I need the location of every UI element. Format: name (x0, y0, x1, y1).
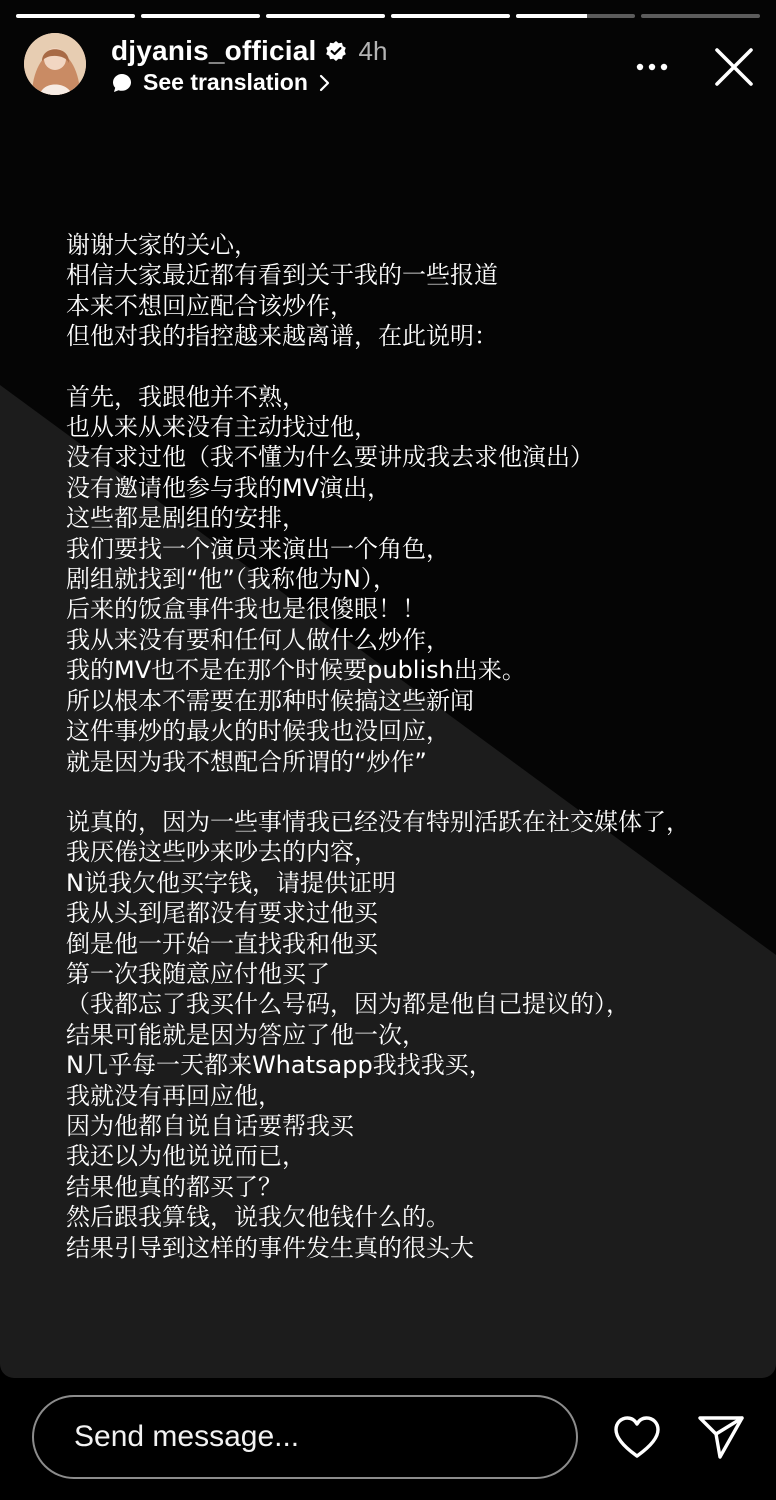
story-text-line: 第一次我随意应付他买了 (66, 959, 330, 988)
story-text-line: 我的MV也不是在那个时候要publish出来。 (66, 656, 526, 685)
progress-segment-fill (516, 14, 587, 18)
story-text-line: 我就没有再回应他， (66, 1081, 282, 1110)
verified-badge-icon (325, 40, 347, 62)
story-text-line: 我们要找一个演员来演出一个角色， (66, 534, 450, 563)
story-text-line: 没有求过他（我不懂为什么要讲成我去求他演出） (66, 443, 594, 472)
story-text-line: 没有邀请他参与我的MV演出， (66, 473, 392, 502)
send-icon[interactable] (696, 1414, 746, 1460)
story-text-line: 这些都是剧组的安排， (66, 504, 306, 533)
close-icon[interactable] (710, 43, 758, 91)
see-translation-label: See translation (143, 69, 308, 95)
story-text-line: 结果他真的都买了？ (66, 1172, 282, 1201)
username-row (111, 35, 387, 67)
progress-segment (516, 14, 635, 18)
story-text-line: 这件事炒的最火的时候我也没回应， (66, 717, 450, 746)
story-text-line: 首先，我跟他并不熟， (66, 382, 306, 411)
story-text-line: 因为他都自说自话要帮我买 (66, 1111, 354, 1140)
progress-segment-fill (16, 14, 135, 18)
reply-bar (0, 1378, 776, 1500)
story-text-line: 后来的饭盒事件我也是很傻眼！！ (66, 595, 426, 624)
story-header (24, 33, 758, 101)
story-paragraph (66, 807, 756, 1263)
progress-segment (141, 14, 260, 18)
avatar[interactable] (24, 33, 86, 95)
progress-segment (16, 14, 135, 18)
story-text-line: 剧组就找到“他”（我称他为N）， (66, 565, 397, 594)
username[interactable]: djyanis_official (111, 35, 317, 66)
story-progress-bar (16, 14, 760, 18)
story-text-line: 倒是他一开始一直找我和他买 (66, 929, 378, 958)
see-translation-link[interactable] (111, 69, 332, 96)
story-text-line: 本来不想回应配合该炒作， (66, 291, 354, 320)
story-paragraph (66, 230, 756, 352)
progress-segment (391, 14, 510, 18)
story-text-line: 相信大家最近都有看到关于我的一些报道 (66, 261, 498, 290)
progress-segment-fill (141, 14, 260, 18)
progress-segment (266, 14, 385, 18)
story-text-line: 我从头到尾都没有要求过他买 (66, 899, 378, 928)
story-text-line: 也从来从来没有主动找过他， (66, 413, 378, 442)
story-text-line: N说我欠他买字钱，请提供证明 (66, 868, 396, 897)
story-text-line: 我厌倦这些吵来吵去的内容， (66, 838, 378, 867)
progress-segment-fill (266, 14, 385, 18)
story-text-line: 但他对我的指控越来越离谱，在此说明： (66, 322, 498, 351)
story-text-line: 结果引导到这样的事件发生真的很头大 (66, 1233, 474, 1262)
story-text-line: 然后跟我算钱，说我欠他钱什么的。 (66, 1203, 450, 1232)
story-text-line: 所以根本不需要在那种时候搞这些新闻 (66, 686, 474, 715)
story-text-line: 我还以为他说说而已， (66, 1142, 306, 1171)
send-message-input[interactable] (32, 1395, 578, 1479)
story-text-line: 就是因为我不想配合所谓的“炒作” (66, 747, 427, 776)
heart-icon[interactable] (611, 1414, 663, 1460)
profile-photo (24, 33, 86, 95)
story-text-line: 说真的，因为一些事情我已经没有特别活跃在社交媒体了， (66, 807, 690, 836)
speech-bubble-icon (111, 72, 133, 94)
more-options-icon[interactable] (632, 47, 672, 87)
story-text-line: 谢谢大家的关心， (66, 231, 258, 259)
progress-segment-fill (391, 14, 510, 18)
story-text-line: 结果可能就是因为答应了他一次， (66, 1020, 426, 1049)
story-text-line: （我都忘了我买什么号码，因为都是他自己提议的）， (66, 990, 630, 1019)
story-text-line: N几乎每一天都来Whatsapp我找我买， (66, 1051, 493, 1080)
chevron-right-icon (318, 73, 332, 93)
story-paragraph (66, 382, 756, 777)
story-text-line: 我从来没有要和任何人做什么炒作， (66, 625, 450, 654)
progress-segment (641, 14, 760, 18)
story-text (66, 230, 756, 1293)
post-time: 4h (358, 35, 388, 66)
